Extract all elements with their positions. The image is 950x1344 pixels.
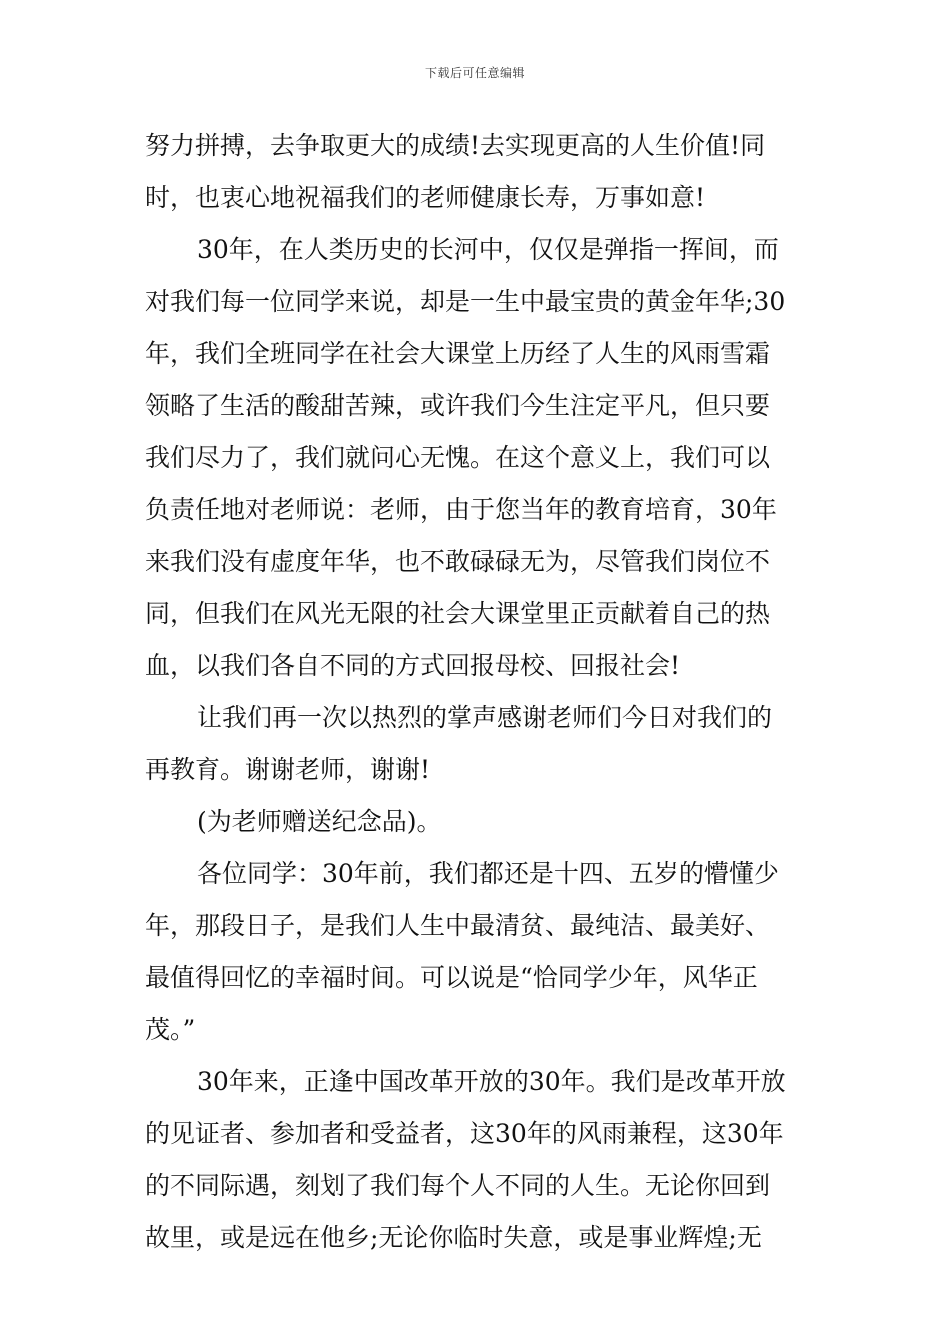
text-line: 同，但我们在风光无限的社会大课堂里正贡献着自己的热 — [145, 599, 771, 628]
text-line: 负责任地对老师说：老师，由于您当年的教育培育，30年 — [145, 495, 777, 524]
text-line: 的见证者、参加者和受益者，这30年的风雨兼程，这30年 — [145, 1119, 784, 1148]
text-line: 30年，在人类历史的长河中，仅仅是弹指一挥间，而 — [197, 235, 779, 264]
text-line: 让我们再一次以热烈的掌声感谢老师们今日对我们的 — [197, 703, 773, 732]
text-line: 30年来，正逢中国改革开放的30年。我们是改革开放 — [197, 1067, 786, 1096]
text-line: 故里，或是远在他乡;无论你临时失意，或是事业辉煌;无 — [145, 1223, 762, 1252]
text-line: 最值得回忆的幸福时间。可以说是“恰同学少年，风华正 — [145, 963, 758, 992]
text-line: 的不同际遇，刻划了我们每个人不同的人生。无论你回到 — [145, 1171, 771, 1200]
text-line: 对我们每一位同学来说，却是一生中最宝贵的黄金年华;30 — [145, 287, 786, 316]
page-header-note: 下载后可任意编辑 — [424, 66, 525, 80]
document-body — [145, 120, 810, 1264]
text-line: 时，也衷心地祝福我们的老师健康长寿，万事如意! — [145, 183, 706, 212]
text-line: 年，我们全班同学在社会大课堂上历经了人生的风雨雪霜 — [145, 339, 771, 368]
text-line: 努力拼搏，去争取更大的成绩!去实现更高的人生价值!同 — [145, 131, 766, 160]
text-line: 来我们没有虚度年华，也不敢碌碌无为，尽管我们岗位不 — [145, 547, 771, 576]
text-line: 再教育。谢谢老师，谢谢! — [145, 755, 431, 784]
text-line: 我们尽力了，我们就问心无愧。在这个意义上，我们可以 — [145, 443, 771, 472]
text-line: 各位同学：30年前，我们都还是十四、五岁的懵懂少 — [197, 859, 779, 888]
text-line: (为老师赠送纪念品)。 — [197, 807, 442, 836]
text-line: 年，那段日子，是我们人生中最清贫、最纯洁、最美好、 — [145, 911, 771, 940]
text-line: 血，以我们各自不同的方式回报母校、回报社会! — [145, 651, 681, 680]
text-line: 领略了生活的酸甜苦辣，或许我们今生注定平凡，但只要 — [145, 391, 771, 420]
text-line: 茂。” — [145, 1015, 196, 1044]
